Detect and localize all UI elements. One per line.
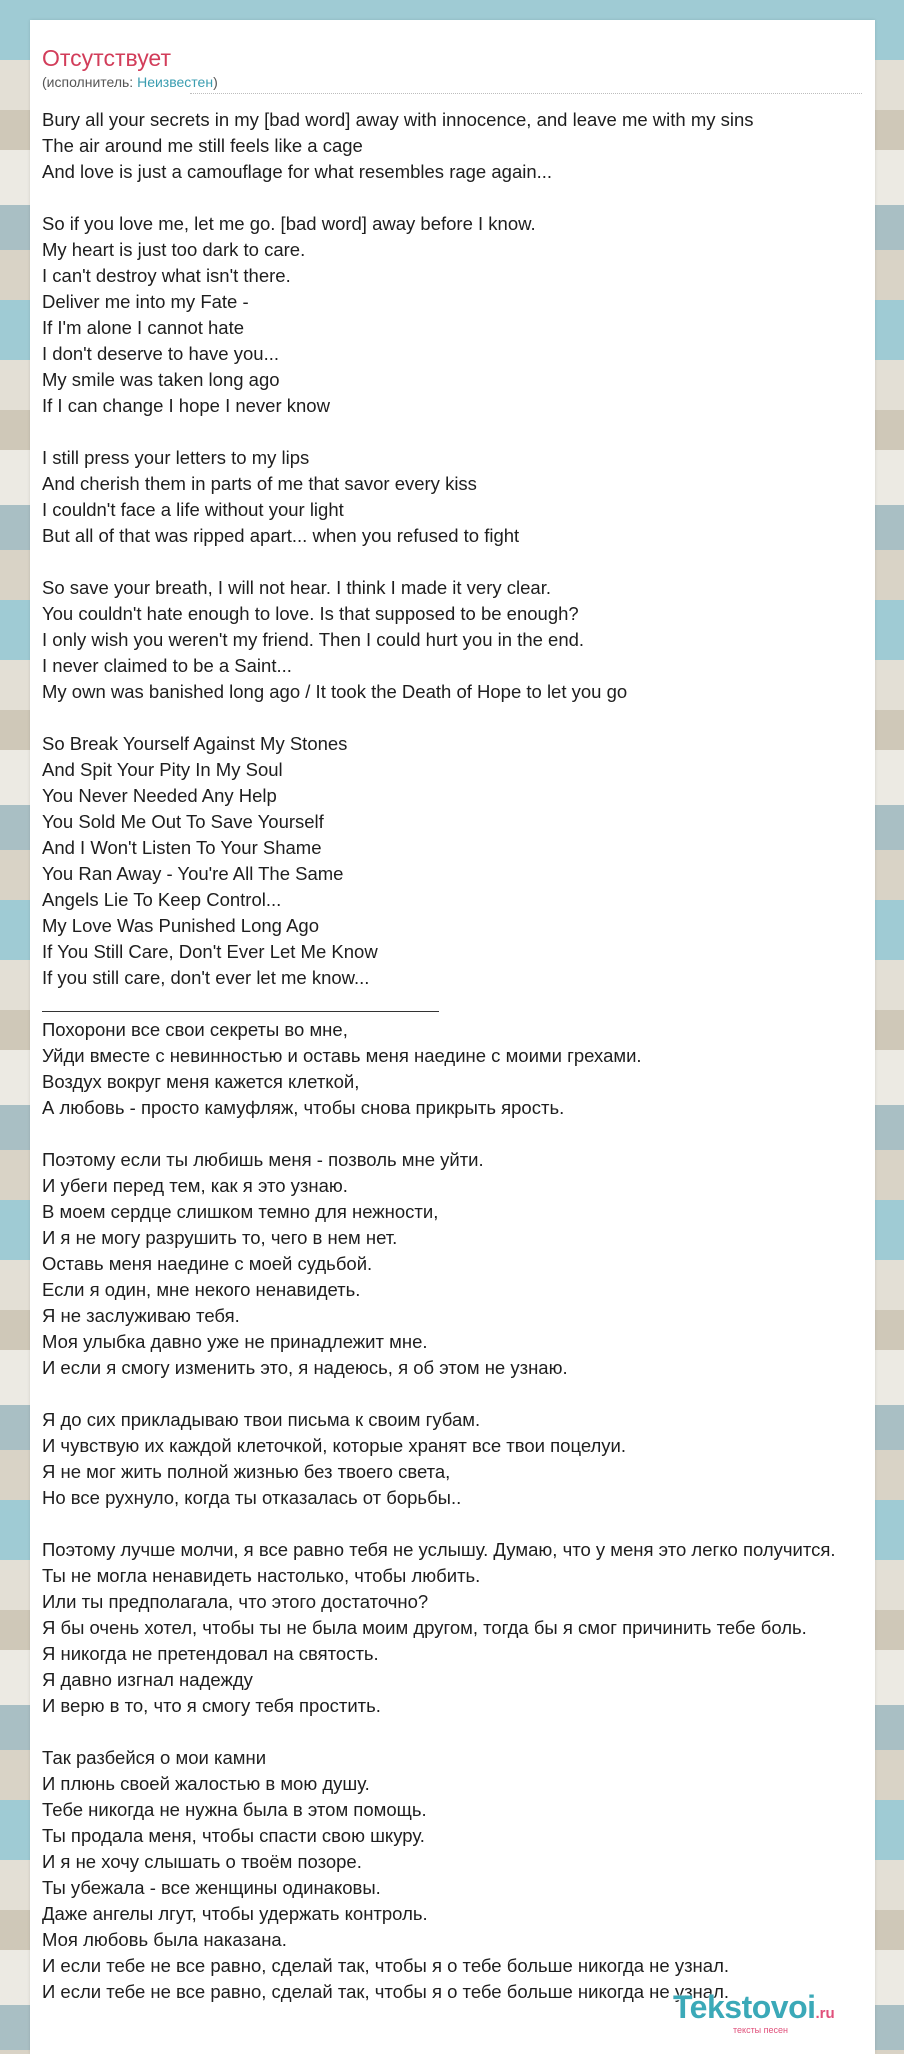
lyric-line: Так разбейся о мои камни: [42, 1747, 267, 1768]
lyric-line: So if you love me, let me go. [bad word] away before I know.: [42, 213, 536, 234]
lyric-line: You Ran Away - You're All The Same: [42, 863, 344, 884]
lyric-line: And love is just a camouflage for what resembles rage again...: [42, 161, 553, 182]
lyrics-text: [42, 107, 875, 2005]
logo-text: Tekstovoi: [673, 1989, 816, 2025]
artist-prefix: (исполнитель:: [42, 74, 138, 90]
lyric-line: Оставь меня наедине с моей судьбой.: [42, 1253, 373, 1274]
lyric-line: And cherish them in parts of me that savor every kiss: [42, 473, 477, 494]
lyric-line: Bury all your secrets in my [bad word] away with innocence, and leave me with my sins: [42, 109, 754, 130]
translation-separator: [42, 991, 875, 1017]
lyric-line: А любовь - просто камуфляж, чтобы снова прикрыть ярость.: [42, 1097, 565, 1118]
lyric-line: Deliver me into my Fate -: [42, 291, 249, 312]
lyric-line: You couldn't hate enough to love. Is that supposed to be enough?: [42, 603, 579, 624]
artist-link[interactable]: Неизвестен: [137, 74, 214, 90]
lyric-line: Я никогда не претендовал на святость.: [42, 1643, 379, 1664]
lyric-line: My smile was taken long ago: [42, 369, 280, 390]
lyric-line: Моя улыбка давно уже не принадлежит мне.: [42, 1331, 428, 1352]
lyric-line: Или ты предполагала, что этого достаточно?: [42, 1591, 429, 1612]
lyric-line: Тебе никогда не нужна была в этом помощь.: [42, 1799, 427, 1820]
lyric-line: И плюнь своей жалостью в мою душу.: [42, 1773, 370, 1794]
lyric-line: Angels Lie To Keep Control...: [42, 889, 282, 910]
lyric-line: Ты убежала - все женщины одинаковы.: [42, 1877, 381, 1898]
stanza-break: [42, 1121, 875, 1147]
lyric-line: Даже ангелы лгут, чтобы удержать контроль.: [42, 1903, 428, 1924]
lyric-line: My Love Was Punished Long Ago: [42, 915, 319, 936]
stanza-break: [42, 419, 875, 445]
stanza-break: [42, 185, 875, 211]
lyric-line: So Break Yourself Against My Stones: [42, 733, 348, 754]
header-divider: [190, 93, 862, 94]
lyric-line: If I'm alone I cannot hate: [42, 317, 245, 338]
lyric-line: Я не мог жить полной жизнью без твоего света,: [42, 1461, 451, 1482]
lyric-line: Ты не могла ненавидеть настолько, чтобы любить.: [42, 1565, 481, 1586]
lyric-line: Похорони все свои секреты во мне,: [42, 1019, 348, 1040]
lyric-line: И если я смогу изменить это, я надеюсь, я об этом не узнаю.: [42, 1357, 568, 1378]
lyric-line: I couldn't face a life without your light: [42, 499, 344, 520]
lyric-line: If I can change I hope I never know: [42, 395, 330, 416]
lyric-line: Но все рухнуло, когда ты отказалась от борьбы..: [42, 1487, 462, 1508]
lyric-line: Я до сих прикладываю твои письма к своим губам.: [42, 1409, 481, 1430]
lyric-line: I still press your letters to my lips: [42, 447, 310, 468]
artist-line: [42, 73, 218, 91]
lyric-line: If you still care, don't ever let me know...: [42, 967, 370, 988]
lyric-line: Я давно изгнал надежду: [42, 1669, 253, 1690]
stanza-break: [42, 705, 875, 731]
lyric-line: I never claimed to be a Saint...: [42, 655, 292, 676]
lyric-line: Поэтому если ты любишь меня - позволь мне уйти.: [42, 1149, 484, 1170]
lyric-line: Ты продала меня, чтобы спасти свою шкуру.: [42, 1825, 425, 1846]
page-title: Отсутствует: [42, 45, 171, 71]
lyric-line: You Sold Me Out To Save Yourself: [42, 811, 324, 832]
lyric-line: But all of that was ripped apart... when you refused to fight: [42, 525, 520, 546]
lyric-line: The air around me still feels like a cage: [42, 135, 363, 156]
site-logo[interactable]: [673, 1989, 835, 2035]
lyric-line: Воздух вокруг меня кажется клеткой,: [42, 1071, 360, 1092]
lyric-line: And Spit Your Pity In My Soul: [42, 759, 283, 780]
lyrics-card: [30, 20, 875, 2054]
logo-tld: .ru: [815, 2005, 835, 2022]
stanza-break: [42, 1511, 875, 1537]
lyric-line: И верю в то, что я смогу тебя простить.: [42, 1695, 381, 1716]
stanza-break: [42, 1719, 875, 1745]
lyric-line: И убеги перед тем, как я это узнаю.: [42, 1175, 348, 1196]
lyric-line: Я не заслуживаю тебя.: [42, 1305, 240, 1326]
lyric-line: If You Still Care, Don't Ever Let Me Know: [42, 941, 378, 962]
stanza-break: [42, 549, 875, 575]
lyric-line: Моя любовь была наказана.: [42, 1929, 287, 1950]
lyric-line: My heart is just too dark to care.: [42, 239, 306, 260]
lyric-line: Поэтому лучше молчи, я все равно тебя не услышу. Думаю, что у меня это легко получится.: [42, 1539, 836, 1560]
lyric-line: And I Won't Listen To Your Shame: [42, 837, 322, 858]
lyric-line: I can't destroy what isn't there.: [42, 265, 291, 286]
lyric-line: I only wish you weren't my friend. Then I could hurt you in the end.: [42, 629, 585, 650]
lyric-line: И если тебе не все равно, сделай так, чтобы я о тебе больше никогда не узнал.: [42, 1955, 730, 1976]
artist-suffix: ): [213, 74, 218, 90]
lyric-line: Уйди вместе с невинностью и оставь меня наедине с моими грехами.: [42, 1045, 642, 1066]
lyric-line: И я не хочу слышать о твоём позоре.: [42, 1851, 362, 1872]
lyric-line: И чувствую их каждой клеточкой, которые хранят все твои поцелуи.: [42, 1435, 627, 1456]
lyric-line: So save your breath, I will not hear. I think I made it very clear.: [42, 577, 551, 598]
lyric-line: Я бы очень хотел, чтобы ты не была моим другом, тогда бы я смог причинить тебе боль.: [42, 1617, 807, 1638]
lyric-line: My own was banished long ago / It took the Death of Hope to let you go: [42, 681, 628, 702]
lyric-line: И я не могу разрушить то, чего в нем нет.: [42, 1227, 398, 1248]
lyric-line: I don't deserve to have you...: [42, 343, 279, 364]
lyric-line: И если тебе не все равно, сделай так, чтобы я о тебе больше никогда не узнал.: [42, 1981, 730, 2002]
logo-subtitle: тексты песен: [733, 2025, 789, 2035]
stanza-break: [42, 1381, 875, 1407]
lyric-line: Если я один, мне некого ненавидеть.: [42, 1279, 361, 1300]
lyric-line: You Never Needed Any Help: [42, 785, 277, 806]
lyric-line: В моем сердце слишком темно для нежности,: [42, 1201, 439, 1222]
